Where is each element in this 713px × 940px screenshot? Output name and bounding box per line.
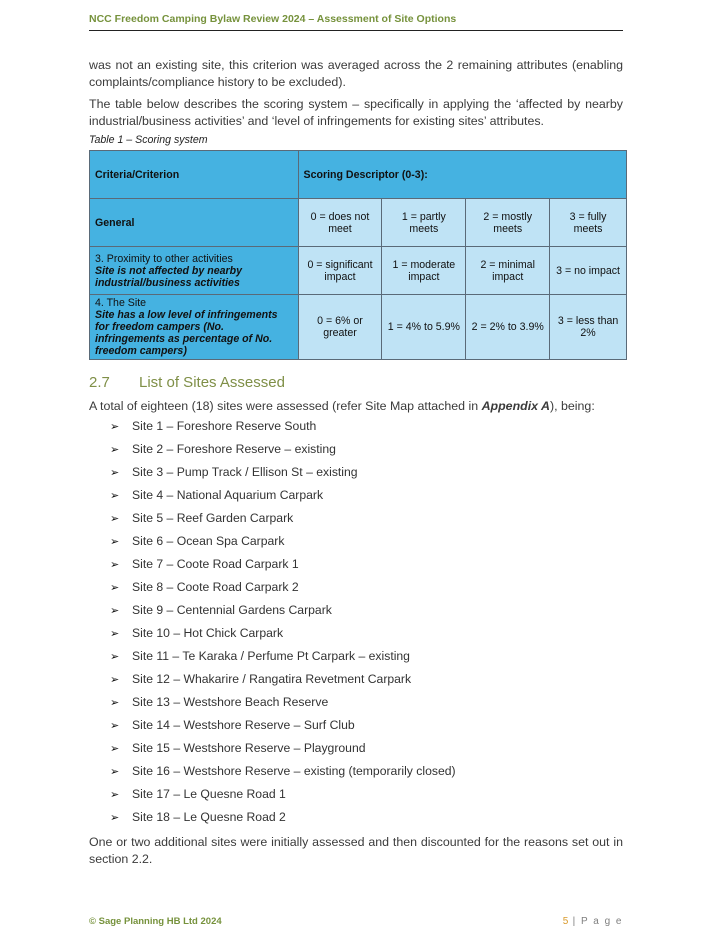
header-divider [89,30,623,31]
site-list-item [110,718,456,741]
section-intro-text: A total of eighteen (18) sites were assessed (refer Site Map attached in [89,399,482,413]
criterion-title: 3. Proximity to other activities [95,252,233,265]
site-name: Site 18 – Le Quesne Road 2 [132,810,286,824]
score-cell-1: 1 = partly meets [382,199,466,247]
site-name: Site 15 – Westshore Reserve – Playground [132,741,366,755]
site-name: Site 5 – Reef Garden Carpark [132,511,294,525]
site-name: Site 2 – Foreshore Reserve – existing [132,442,336,456]
site-name: Site 12 – Whakarire / Rangatira Revetment Carpark [132,672,412,686]
arrow-bullet-icon: ➢ [110,812,120,824]
arrow-bullet-icon: ➢ [110,743,120,755]
site-list-item [110,672,456,695]
site-name: Site 3 – Pump Track / Ellison St – existing [132,465,358,479]
site-name: Site 8 – Coote Road Carpark 2 [132,580,299,594]
site-list-item [110,649,456,672]
page-separator: | [572,916,577,927]
table-row-proximity [90,247,627,295]
section-intro [89,398,623,415]
arrow-bullet-icon: ➢ [110,582,120,594]
intro-paragraph-2: The table below describes the scoring system – specifically in applying the ‘affected by nearby industrial/business activities’ and ‘level of infringements for existing sites’ attributes. [89,97,623,128]
site-list-item [110,442,456,465]
table-header-row [90,151,627,199]
table-row-general [90,199,627,247]
row-label: General [90,199,299,247]
running-header: NCC Freedom Camping Bylaw Review 2024 – Assessment of Site Options [89,13,457,25]
site-name: Site 14 – Westshore Reserve – Surf Club [132,718,355,732]
site-list-item [110,810,456,833]
criteria-header: Criteria/Criterion [90,151,299,199]
arrow-bullet-icon: ➢ [110,467,120,479]
arrow-bullet-icon: ➢ [110,444,120,456]
arrow-bullet-icon: ➢ [110,605,120,617]
criterion-description: Site has a low level of infringements for freedom campers (No. infringements as percentage of No. freedom campers) [95,309,278,357]
site-list-item [110,787,456,810]
scoring-table [89,150,627,360]
appendix-reference: Appendix A [481,399,550,413]
footer-page [563,916,623,927]
score-cell-1: 1 = moderate impact [382,247,466,295]
score-cell-2: 2 = mostly meets [466,199,550,247]
site-name: Site 9 – Centennial Gardens Carpark [132,603,332,617]
site-list [110,419,456,833]
arrow-bullet-icon: ➢ [110,651,120,663]
site-name: Site 17 – Le Quesne Road 1 [132,787,286,801]
score-cell-3: 3 = less than 2% [550,295,627,360]
arrow-bullet-icon: ➢ [110,697,120,709]
site-list-item [110,580,456,603]
section-number: 2.7 [89,374,110,391]
site-name: Site 6 – Ocean Spa Carpark [132,534,285,548]
arrow-bullet-icon: ➢ [110,513,120,525]
site-name: Site 16 – Westshore Reserve – existing (temporarily closed) [132,764,456,778]
criterion-title: 4. The Site [95,297,147,309]
site-list-item [110,534,456,557]
arrow-bullet-icon: ➢ [110,490,120,502]
score-cell-0: 0 = significant impact [298,247,382,295]
site-list-item [110,741,456,764]
intro-paragraph-1: was not an existing site, this criterion was averaged across the 2 remaining attributes (enabling complaints/compliance history to be excluded). [89,58,623,89]
closing-paragraph: One or two additional sites were initially assessed and then discounted for the reasons set out in section 2.2. [89,835,623,866]
site-list-item [110,557,456,580]
arrow-bullet-icon: ➢ [110,628,120,640]
table-row-site [90,295,627,360]
arrow-bullet-icon: ➢ [110,536,120,548]
score-cell-3: 3 = no impact [550,247,627,295]
section-heading [89,374,285,391]
arrow-bullet-icon: ➢ [110,789,120,801]
score-cell-2: 2 = minimal impact [466,247,550,295]
footer-copyright: © Sage Planning HB Ltd 2024 [89,916,222,927]
site-name: Site 7 – Coote Road Carpark 1 [132,557,299,571]
site-list-item [110,626,456,649]
site-list-item [110,764,456,787]
row-label [90,295,299,360]
site-list-item [110,511,456,534]
criterion-description: Site is not affected by nearby industrial/business activities [95,264,242,289]
table-caption: Table 1 – Scoring system [89,134,208,146]
site-name: Site 13 – Westshore Beach Reserve [132,695,329,709]
score-cell-1: 1 = 4% to 5.9% [382,295,466,360]
site-list-item [110,419,456,442]
site-name: Site 4 – National Aquarium Carpark [132,488,324,502]
descriptor-header: Scoring Descriptor (0-3): [298,151,626,199]
site-list-item [110,465,456,488]
score-cell-0: 0 = 6% or greater [298,295,382,360]
arrow-bullet-icon: ➢ [110,720,120,732]
score-cell-3: 3 = fully meets [550,199,627,247]
page-label: P a g e [580,916,623,927]
site-list-item [110,603,456,626]
section-intro-tail: ), being: [549,399,595,413]
arrow-bullet-icon: ➢ [110,421,120,433]
score-cell-0: 0 = does not meet [298,199,382,247]
arrow-bullet-icon: ➢ [110,674,120,686]
site-list-item [110,488,456,511]
row-label [90,247,299,295]
site-name: Site 1 – Foreshore Reserve South [132,419,317,433]
site-name: Site 10 – Hot Chick Carpark [132,626,284,640]
arrow-bullet-icon: ➢ [110,766,120,778]
site-name: Site 11 – Te Karaka / Perfume Pt Carpark – existing [132,649,410,663]
page-number: 5 [562,916,569,927]
arrow-bullet-icon: ➢ [110,559,120,571]
section-title: List of Sites Assessed [139,374,285,391]
site-list-item [110,695,456,718]
score-cell-2: 2 = 2% to 3.9% [466,295,550,360]
